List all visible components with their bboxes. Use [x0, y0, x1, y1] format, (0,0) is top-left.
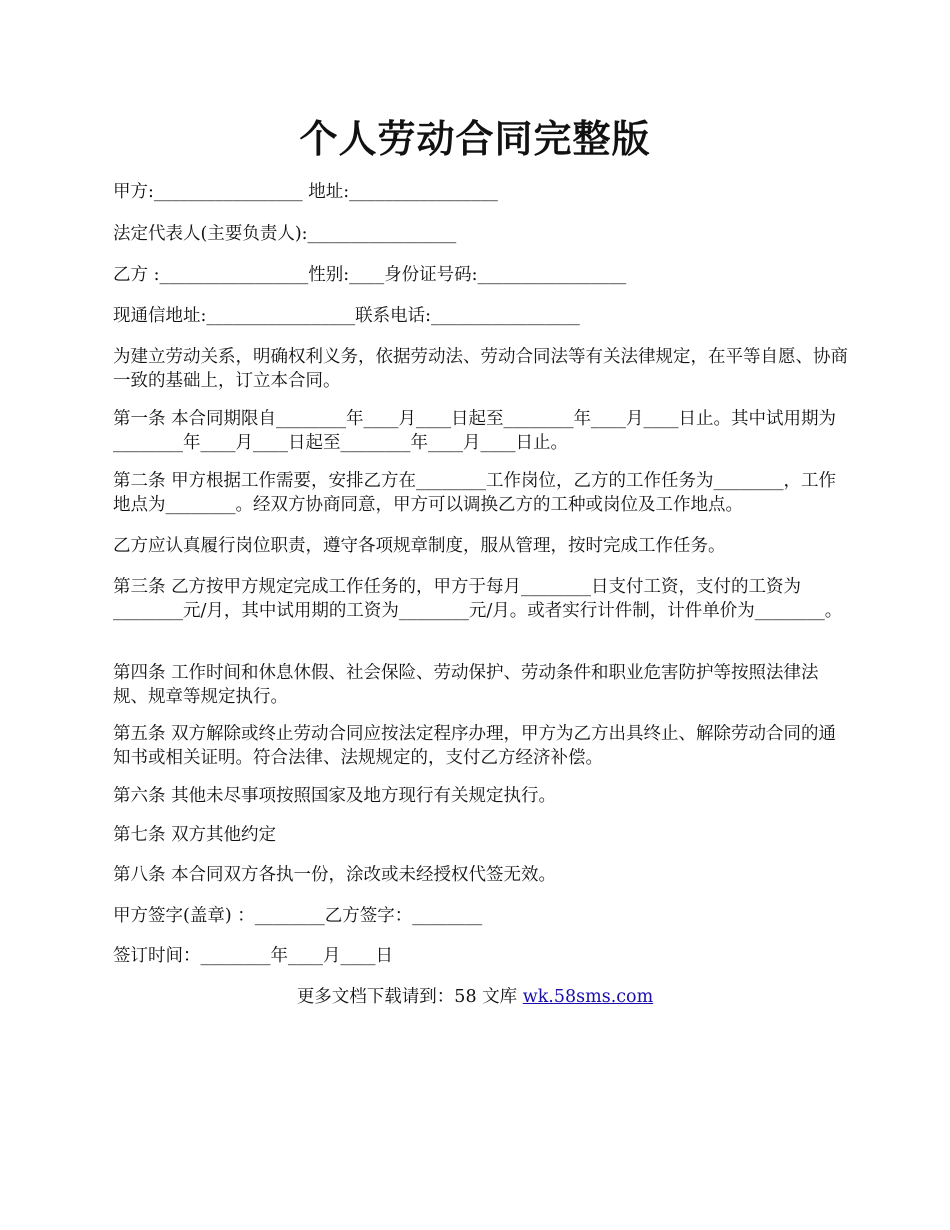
signing-date-line: 签订时间：________年____月____日: [113, 946, 393, 966]
legal-representative-line: 法定代表人(主要负责人):_________________: [113, 224, 457, 244]
signature-line: 甲方签字(盖章) ：________乙方签字：________: [113, 906, 483, 926]
party-a-line: 甲方:_________________ 地址:_________________: [113, 182, 498, 202]
duty-paragraph: 乙方应认真履行岗位职责，遵守各项规章制度，服从管理，按时完成工作任务。: [113, 536, 726, 556]
article-7: 第七条 双方其他约定: [113, 825, 277, 845]
article-3: 第三条 乙方按甲方规定完成工作任务的，甲方于每月________日支付工资，支付的工资为________元/月，其中试用期的工资为________元/月。或者实行计件制，计件单价为________。: [113, 577, 843, 621]
document-title: 个人劳动合同完整版: [299, 116, 651, 161]
article-8: 第八条 本合同双方各执一份，涂改或未经授权代签无效。: [113, 865, 557, 885]
article-1: 第一条 本合同期限自________年____月____日起至________年____月____日止。其中试用期为________年____月____日起至________年____月____日止。: [113, 409, 837, 453]
footer-text: 更多文档下载请到：58 文库: [296, 987, 523, 1007]
article-2: 第二条 甲方根据工作需要，安排乙方在________工作岗位，乙方的工作任务为________，工作地点为________。经双方协商同意，甲方可以调换乙方的工种或岗位及工作地点。: [113, 471, 837, 515]
address-phone-line: 现通信地址:_________________联系电话:_________________: [113, 306, 580, 326]
article-6: 第六条 其他未尽事项按照国家及地方现行有关规定执行。: [113, 786, 557, 806]
article-5: 第五条 双方解除或终止劳动合同应按法定程序办理，甲方为乙方出具终止、解除劳动合同的通知书或相关证明。符合法律、法规规定的，支付乙方经济补偿。: [113, 724, 837, 768]
footer-link[interactable]: wk.58sms.com: [522, 987, 654, 1007]
party-b-line: 乙方 :_________________性别:____身份证号码:_________________: [113, 265, 627, 285]
preamble-paragraph: 为建立劳动关系，明确权利义务，依据劳动法、劳动合同法等有关法律规定，在平等自愿、协商一致的基础上，订立本合同。: [113, 347, 848, 391]
article-4: 第四条 工作时间和休息休假、社会保险、劳动保护、劳动条件和职业危害防护等按照法律法规、规章等规定执行。: [113, 663, 819, 707]
footer-note: [0, 985, 950, 1009]
